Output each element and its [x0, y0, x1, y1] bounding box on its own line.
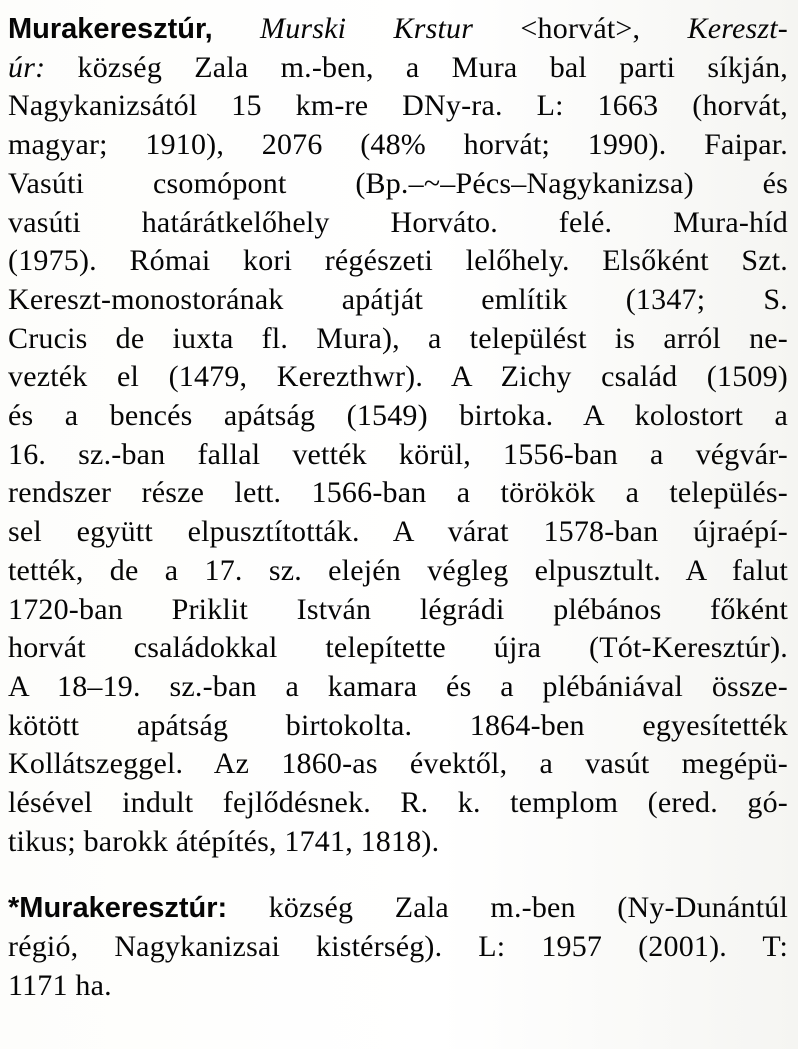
- text-segment: (1975). Római kori régészeti lelőhely. Elsőként Szt.: [8, 244, 788, 278]
- text-line: [8, 928, 788, 967]
- text-line: [8, 474, 788, 513]
- entry-headword: Murakeresztúr,: [8, 13, 213, 45]
- text-segment: 1720-ban Priklit István légrádi plébános főként: [8, 592, 788, 626]
- text-line: [8, 397, 788, 436]
- text-segment: község Zala m.-ben, a Mura bal parti síkján,: [45, 50, 788, 84]
- text-line: [8, 745, 788, 784]
- text-segment: tikus; barokk átépítés, 1741, 1818).: [8, 824, 440, 858]
- text-line: [8, 436, 788, 475]
- text-segment: és a bencés apátság (1549) birtoka. A kolostort a: [8, 399, 788, 433]
- text-segment: tették, de a 17. sz. elején végleg elpusztult. A falut: [8, 553, 788, 587]
- text-line: [8, 784, 788, 823]
- text-line: [8, 358, 788, 397]
- text-line: [8, 591, 788, 630]
- text-line: [8, 126, 788, 165]
- text-line: [8, 242, 788, 281]
- text-line: [8, 165, 788, 204]
- text-segment: Vasúti csomópont (Bp.–~–Pécs–Nagykanizsa) és: [8, 166, 788, 200]
- dictionary-entries: [8, 10, 788, 1006]
- text-segment: Kollátszeggel. Az 1860-as évektől, a vasút megépü-: [8, 747, 788, 781]
- text-segment: község Zala m.-ben (Ny-Dunántúl: [227, 891, 788, 925]
- text-segment: úr:: [8, 50, 46, 84]
- text-line: [8, 49, 788, 88]
- text-line: [8, 707, 788, 746]
- text-segment: Kereszt-: [687, 12, 788, 45]
- text-segment: lésével indult fejlődésnek. R. k. templom (ered. gó-: [8, 786, 788, 820]
- text-segment: vasúti határátkelőhely Horváto. felé. Mura-híd: [8, 205, 788, 239]
- text-line: [8, 320, 788, 359]
- text-segment: Murski Krstur: [260, 12, 474, 45]
- text-segment: Nagykanizsától 15 km-re DNy-ra. L: 1663 (horvát,: [8, 89, 788, 123]
- entry-murakeresztur-secondary: [8, 889, 788, 1005]
- entry-headword: *Murakeresztúr:: [8, 892, 228, 925]
- text-segment: régió, Nagykanizsai kistérség). L: 1957 (2001). T:: [8, 930, 788, 964]
- text-segment: 16. sz.-ban fallal vették körül, 1556-ban a végvár-: [8, 437, 788, 471]
- text-segment: rendszer része lett. 1566-ban a törökök a település-: [8, 476, 788, 510]
- text-segment: horvát családokkal telepítette újra (Tót-Keresztúr).: [8, 631, 788, 665]
- text-segment: kötött apátság birtokolta. 1864-ben egyesítették: [8, 708, 788, 742]
- text-segment: <horvát>,: [473, 12, 688, 45]
- text-segment: Crucis de iuxta fl. Mura), a települést is arról ne-: [8, 321, 788, 355]
- text-segment: Kereszt-monostorának apátját említik (1347; S.: [8, 282, 788, 316]
- text-line: [8, 889, 788, 928]
- text-segment: magyar; 1910), 2076 (48% horvát; 1990). Faipar.: [8, 128, 788, 162]
- text-line: [8, 552, 788, 591]
- text-line: [8, 668, 788, 707]
- text-segment: [213, 12, 260, 45]
- text-line: [8, 10, 788, 49]
- text-line: [8, 87, 788, 126]
- text-line: [8, 204, 788, 243]
- text-segment: vezték el (1479, Kerezthwr). A Zichy család (1509): [8, 360, 788, 394]
- text-line: [8, 513, 788, 552]
- text-line: [8, 629, 788, 668]
- text-segment: A 18–19. sz.-ban a kamara és a plébániával össze-: [8, 669, 788, 703]
- text-line: [8, 967, 788, 1006]
- text-segment: sel együtt elpusztították. A várat 1578-ban újraépí-: [8, 515, 788, 549]
- entry-murakeresztur-main: [8, 10, 788, 861]
- text-line: [8, 823, 788, 862]
- text-line: [8, 281, 788, 320]
- text-segment: 1171 ha.: [8, 968, 112, 1002]
